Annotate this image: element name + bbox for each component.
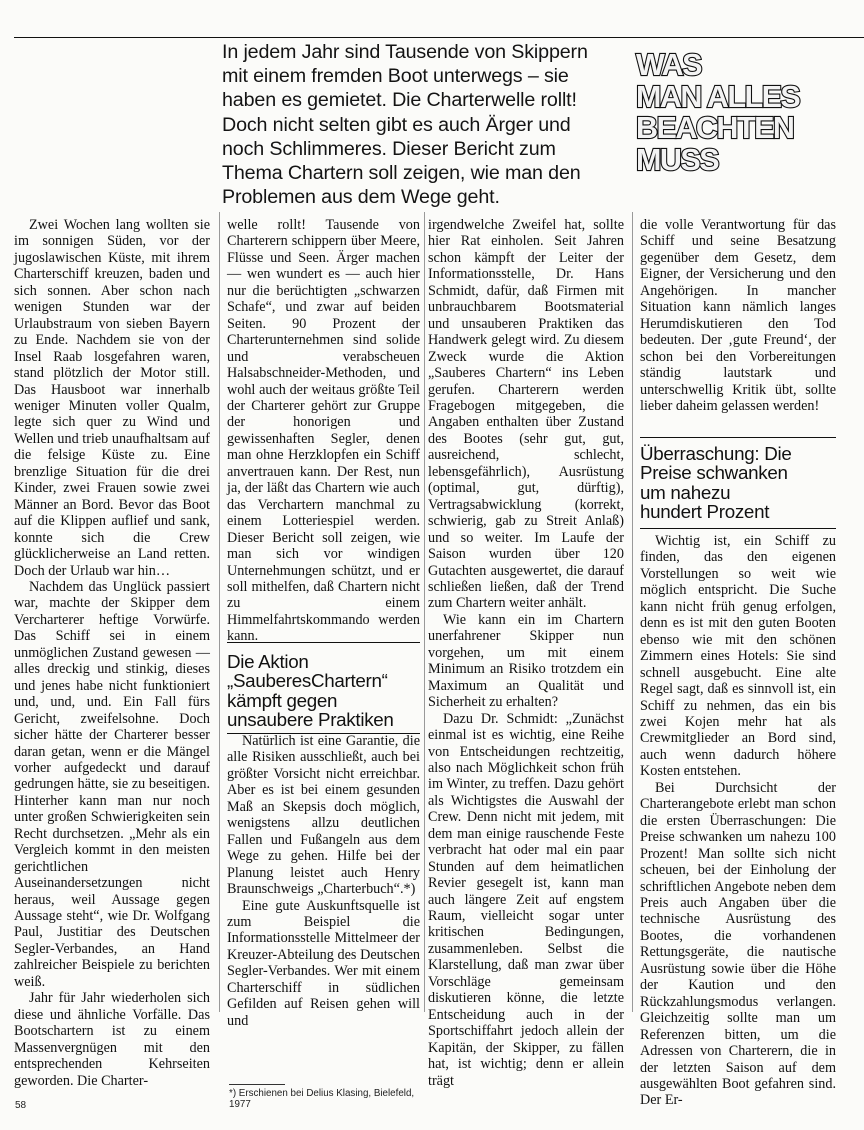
article-headline: [636, 50, 862, 176]
subhead-rule: [640, 437, 836, 438]
body-paragraph: Natürlich ist eine Garantie, die alle Risiken ausschließt, auch bei größter Vorsicht nicht erreichbar. Aber es ist bei einem gesunden Maß an Skepsis doch möglich, wenigstens allzu deutlichen Fallen und Fußangeln aus dem Wege zu gehen. Hilfe bei der Planung leistet auch Henry Braunschweigs „Charterbuch“.*): [227, 733, 420, 898]
subheading-line: Überraschung: Die: [640, 443, 792, 464]
body-paragraph: Jahr für Jahr wiederholen sich diese und ähnliche Vorfälle. Das Bootschartern ist zu einem Massenvergnügen mit den entsprechenden Kehrseiten geworden. Die Charter-: [14, 990, 210, 1089]
body-paragraph: Zwei Wochen lang wollten sie im sonnigen Süden, vor der jugoslawischen Küste, mit ihrem Charterschiff kreuzen, baden und sich sonnen. Aber schon nach wenigen Stunden war der Urlaubstraum von sieben Bayern zu Ende. Nachdem sie von der Insel Raab losgefahren waren, stand plötzlich der Motor still. Das Hausboot war innerhalb weniger Minuten voller Qualm, legte sich quer zu Wind und Wellen und trieb unaufhaltsam auf die felsige Küste zu. Eine brenzlige Situation für die drei Kinder, zwei Frauen sowie zwei Männer an Bord. Bevor das Boot auf die Klippen auflief und sank, konnte sich die Crew glücklicherweise an Land retten. Doch der Urlaub war hin…: [14, 217, 210, 579]
subheading-line: Preise schwanken: [640, 462, 788, 484]
text-column-2: [227, 217, 420, 645]
column-divider: [424, 212, 425, 1012]
body-paragraph: Nachdem das Unglück passiert war, machte der Skipper dem Vercharterer heftige Vorwürfe. Das Schiff sei in einem unmöglichen Zustand gewesen — alles dreckig und stinkig, dieses und jenes habe nicht funktioniert und, und, und. Ein Fall fürs Gericht, zweifelsohne. Doch sicher hätte der Charterer besser daran getan, wenn er die Mängel vorher aufgedeckt und darauf gedrungen hätte, sie zu beseitigen. Hinterher kann man nur noch unter großen Schwierigkeiten sein Recht durchsetzen. „Mehr als ein Vergleich kommt in den meisten gerichtlichen Auseinandersetzungen nicht heraus, weil Aussage gegen Aussage steht“, wie Dr. Wolfgang Paul, Justitiar des Deutschen Segler-Verbandes, an Hand zahlreicher Beispiele zu berichten weiß.: [14, 578, 210, 990]
lead-line: mit einem fremden Boot unterwegs – sie: [222, 65, 569, 88]
column-divider: [219, 212, 220, 1012]
body-paragraph: welle rollt! Tausende von Charterern schippern über Meere, Flüsse und Seen. Ärger machen — wen wundert es — auch hier nur die berüchtigten „schwarzen Schafe“, und zwar auf beiden Seiten. 90 Prozent der Charterunternehmen sind solide und verabscheuen Halsabschneider-Methoden, und wohl auch der weitaus größte Teil der Charterer gehört zur Gruppe der honorigen und gewissenhaften Segler, denen man ohne Herzklopfen ein Schiff anvertrauen kann. Der Rest, nun ja, der läßt das Chartern wie auch das Verchartern manchmal zu einem Lotteriespiel werden. Dieser Bericht soll zeigen, wie man sich vor windigen Unternehmungen schützt, und er soll mithelfen, daß Chartern nicht zu einem Himmelfahrtskommando werden kann.: [227, 217, 420, 645]
text-column-4-continued: [640, 533, 836, 1109]
subheading-line: unsaubere Praktiken: [227, 709, 394, 731]
subheading-ueberraschung: [640, 444, 792, 522]
body-paragraph: Bei Durchsicht der Charterangebote erlebt man schon die ersten Überraschungen: Die Preise schwanken um nahezu 100 Prozent! Man sollte sich nicht scheuen, bei der Einholung der schriftlichen Angebote neben dem Preis auch Angaben über die technische Ausrüstung des Bootes, die vorhandenen Rettungsgeräte, die nautische Ausrüstung sowie über die Höhe der Kaution und den Rückzahlungsmodus verlangen. Gleichzeitig sollte man um Referenzen bitten, um die Adressen von Charterern, die in der letzten Saison auf dem ausgewählten Boot gefahren sind. Der Er-: [640, 779, 836, 1109]
text-column-2-continued: [227, 733, 420, 1078]
body-paragraph: Dazu Dr. Schmidt: „Zunächst einmal ist es wichtig, eine Reihe von Entscheidungen rechtzeitig, also nach Möglichkeit schon früh im Winter, zu treffen. Dazu gehört als Wichtigstes die Auswahl der Crew. Denn nicht mit jedem, mit dem man einige rauschende Feste verbracht hat oder mal ein paar Stunden auf dem heimatlichen Revier gesegelt ist, kann man auch längere Zeit auf engstem Raum, vielleicht sogar unter kritischen Bedingungen, zusammenleben. Selbst die Klarstellung, daß man zwar über Vorschläge gemeinsam diskutieren könne, die letzte Entscheidung auch in der Sportschiffahrt jedoch allein der Kapitän, der Skipper, zu fällen hat, ist wichtig; denn er allein trägt: [428, 710, 624, 1089]
body-paragraph: Eine gute Auskunftsquelle ist zum Beispiel die Informationsstelle Mittelmeer der Kreuzer-Abteilung des Deutschen Segler-Verbandes. Wer mit einem Charterschiff in südlichen Gefilden auf Reisen gehen will und: [227, 897, 420, 1029]
subheading-line: kämpft gegen: [227, 689, 338, 711]
lead-line: Doch nicht selten gibt es auch Ärger und: [222, 113, 571, 136]
subheading-line: Die Aktion: [227, 651, 309, 672]
lead-line: haben es gemietet. Die Charterwelle rollt!: [222, 89, 577, 112]
headline-line: BEACHTEN: [636, 111, 794, 145]
lead-line: In jedem Jahr sind Tausende von Skippern: [222, 41, 588, 63]
subhead-rule: [227, 642, 420, 643]
text-column-4: [640, 217, 836, 449]
footnote: *) Erschienen bei Delius Klasing, Bielefeld, 1977: [229, 1088, 415, 1111]
lead-line: noch Schlimmeres. Dieser Bericht zum: [222, 137, 556, 160]
headline-line: WAS: [636, 48, 701, 82]
subheading-line: hundert Prozent: [640, 501, 770, 523]
headline-line: MAN ALLES: [636, 79, 800, 114]
footnote-rule: [229, 1084, 285, 1085]
body-paragraph: Wie kann ein im Chartern unerfahrener Skipper nun vorgehen, um mit einem Minimum an Risiko trotzdem ein Maximum an Qualität und Sicherheit zu erhalten?: [428, 611, 624, 711]
lead-paragraph: [222, 40, 624, 209]
page-number: 58: [15, 1100, 27, 1111]
subheading-aktion: [227, 652, 394, 730]
body-paragraph: Wichtig ist, ein Schiff zu finden, das den eigenen Vorstellungen so weit wie möglich entspricht. Die Suche kann nicht früh genug erfolgen, denn es ist mit den guten Booten ebenso wie mit den schönen Zimmern eines Hotels: Sie sind schnell ausgebucht. Eine alte Regel sagt, daß es sinnvoll ist, ein Schiff zu nehmen, das ein bis zwei Kojen mehr hat als Crewmitglieder an Bord sind, auch wenn dadurch höhere Kosten entstehen.: [640, 533, 836, 780]
text-column-1: [14, 217, 210, 1089]
body-paragraph: die volle Verantwortung für das Schiff und seine Besatzung gegenüber dem Gesetz, dem Eigner, der Versicherung und den Angehörigen. In mancher Situation kann nämlich langes Herumdiskutieren den Tod bedeuten. Der ‚gute Freund‘, der schon bei den Vorbereitungen ständig lautstark und unterschwellig Kritik übt, sollte lieber daheim gelassen werden!: [640, 217, 836, 414]
subhead-rule: [640, 528, 836, 529]
headline-line: MUSS: [636, 142, 719, 177]
lead-line: Problemen aus dem Wege geht.: [222, 186, 500, 209]
subheading-line: „SauberesChartern“: [227, 670, 388, 692]
lead-line: Thema Chartern soll zeigen, wie man den: [222, 162, 581, 185]
text-column-3: [428, 217, 624, 1089]
body-paragraph: irgendwelche Zweifel hat, sollte hier Rat einholen. Seit Jahren schon kämpft der Leiter der Informationsstelle, Dr. Hans Schmidt, dafür, daß Firmen mit unbrauchbarem Bootsmaterial und unsauberen Praktiken das Handwerk gelegt wird. Zu diesem Zweck wurde die Aktion „Sauberes Chartern“ ins Leben gerufen. Charterern werden Fragebogen mitgegeben, die Angaben enthalten über Zustand des Bootes (sehr gut, gut, ausreichend, schlecht, lebensgefährlich), Ausrüstung (optimal, gut, dürftig), Vertragsabwicklung (korrekt, schwierig, gab zu Streit Anlaß) und so weiter. Im Laufe der Saison wurden über 120 Gutachten ausgewertet, die darauf schließen ließen, daß der Trend zum Chartern weiter anhält.: [428, 217, 624, 612]
top-rule: [14, 37, 864, 38]
subheading-line: um nahezu: [640, 481, 731, 503]
column-divider: [632, 212, 633, 1012]
